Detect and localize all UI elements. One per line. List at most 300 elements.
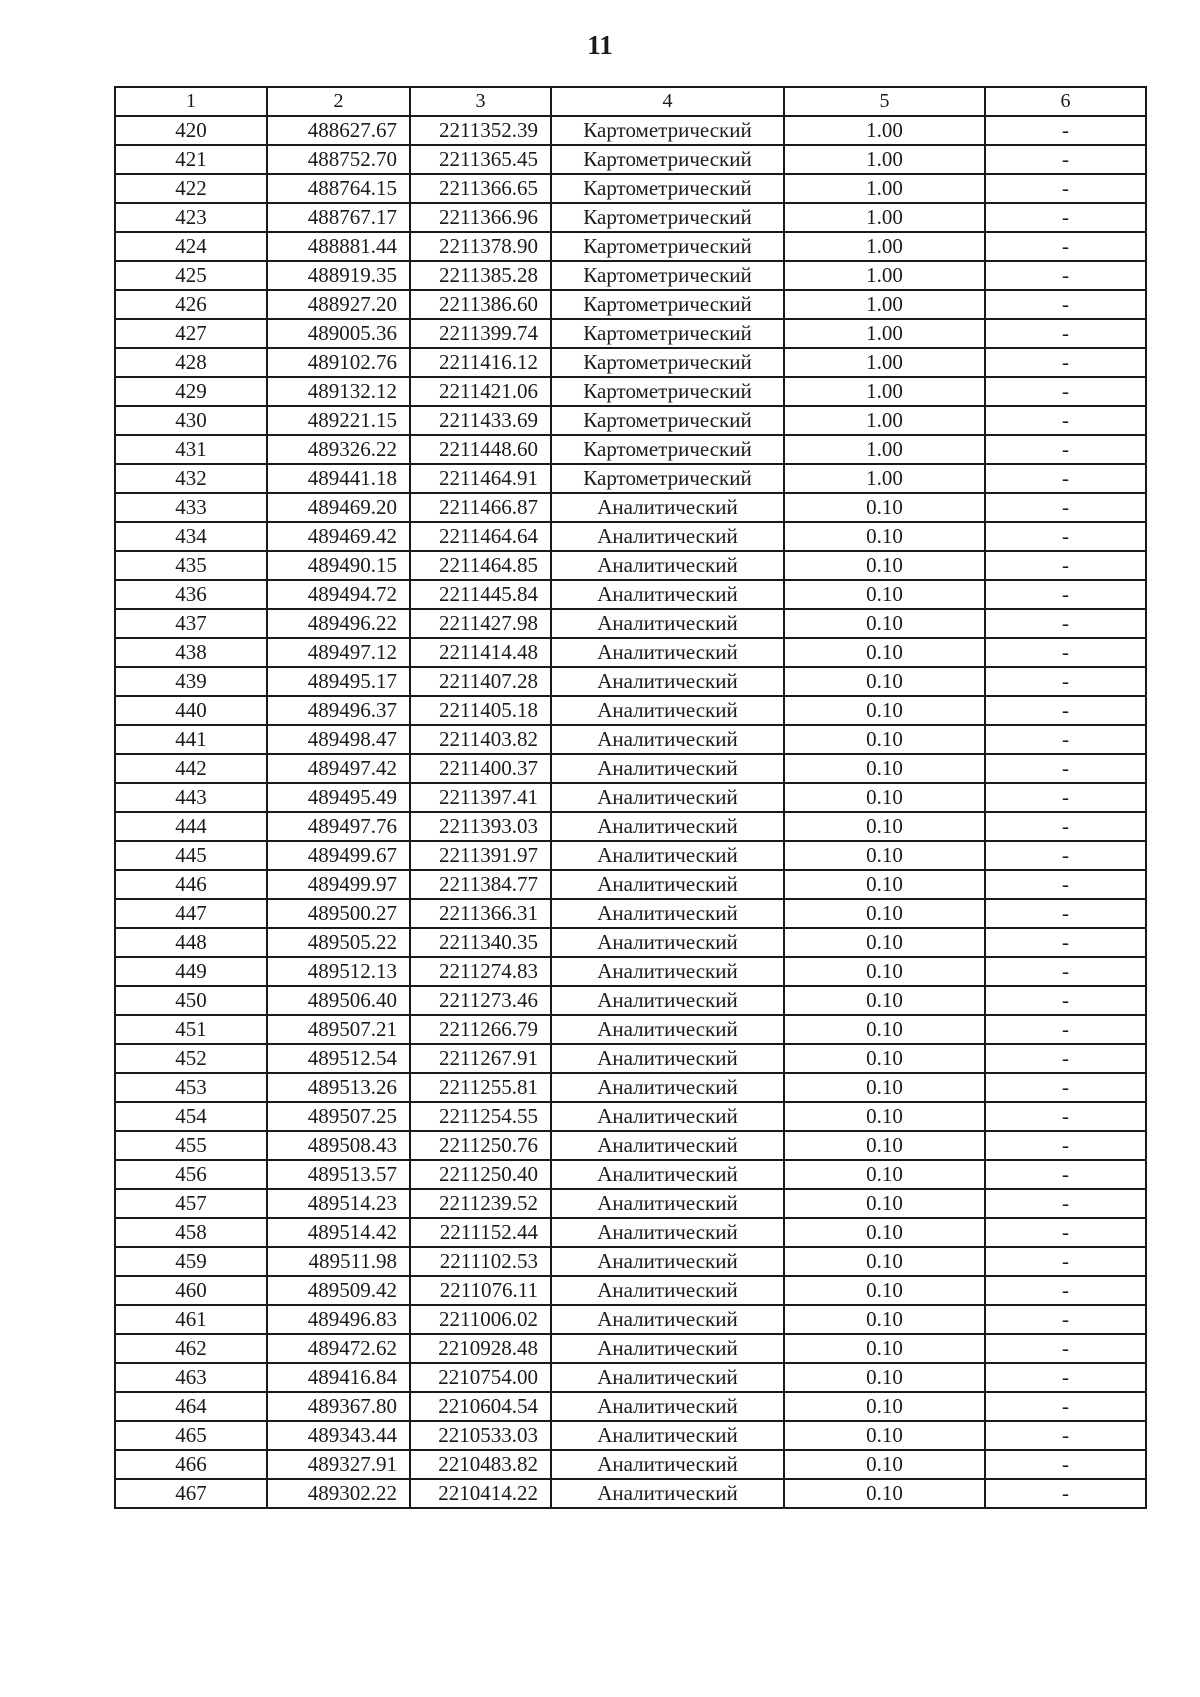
note-cell: - — [985, 928, 1146, 957]
method-cell: Аналитический — [551, 812, 784, 841]
table-row — [115, 1044, 1146, 1073]
header-cell: 6 — [985, 87, 1146, 116]
accuracy-cell: 0.10 — [784, 783, 985, 812]
note-cell: - — [985, 1305, 1146, 1334]
note-cell: - — [985, 1247, 1146, 1276]
y-coordinate-cell: 2211340.35 — [410, 928, 551, 957]
point-number-cell: 432 — [115, 464, 267, 493]
table-row — [115, 145, 1146, 174]
accuracy-cell: 0.10 — [784, 1305, 985, 1334]
accuracy-cell: 1.00 — [784, 406, 985, 435]
method-cell: Картометрический — [551, 406, 784, 435]
table-row — [115, 1450, 1146, 1479]
method-cell: Картометрический — [551, 116, 784, 145]
method-cell: Аналитический — [551, 957, 784, 986]
point-number-cell: 429 — [115, 377, 267, 406]
point-number-cell: 450 — [115, 986, 267, 1015]
method-cell: Аналитический — [551, 1450, 784, 1479]
method-cell: Аналитический — [551, 1073, 784, 1102]
point-number-cell: 438 — [115, 638, 267, 667]
accuracy-cell: 0.10 — [784, 725, 985, 754]
accuracy-cell: 1.00 — [784, 377, 985, 406]
y-coordinate-cell: 2211414.48 — [410, 638, 551, 667]
note-cell: - — [985, 522, 1146, 551]
note-cell: - — [985, 1015, 1146, 1044]
x-coordinate-cell: 489514.42 — [267, 1218, 410, 1247]
accuracy-cell: 0.10 — [784, 1334, 985, 1363]
method-cell: Картометрический — [551, 232, 784, 261]
method-cell: Аналитический — [551, 1160, 784, 1189]
method-cell: Аналитический — [551, 1479, 784, 1508]
table-row — [115, 406, 1146, 435]
point-number-cell: 448 — [115, 928, 267, 957]
method-cell: Картометрический — [551, 348, 784, 377]
method-cell: Аналитический — [551, 841, 784, 870]
note-cell: - — [985, 957, 1146, 986]
table-row — [115, 1479, 1146, 1508]
y-coordinate-cell: 2211255.81 — [410, 1073, 551, 1102]
point-number-cell: 453 — [115, 1073, 267, 1102]
accuracy-cell: 1.00 — [784, 116, 985, 145]
point-number-cell: 434 — [115, 522, 267, 551]
y-coordinate-cell: 2211393.03 — [410, 812, 551, 841]
x-coordinate-cell: 489500.27 — [267, 899, 410, 928]
accuracy-cell: 0.10 — [784, 522, 985, 551]
table-row — [115, 174, 1146, 203]
table-row — [115, 435, 1146, 464]
x-coordinate-cell: 489509.42 — [267, 1276, 410, 1305]
point-number-cell: 439 — [115, 667, 267, 696]
x-coordinate-cell: 489506.40 — [267, 986, 410, 1015]
table-row — [115, 1160, 1146, 1189]
x-coordinate-cell: 489497.42 — [267, 754, 410, 783]
x-coordinate-cell: 488881.44 — [267, 232, 410, 261]
note-cell: - — [985, 435, 1146, 464]
accuracy-cell: 1.00 — [784, 319, 985, 348]
point-number-cell: 430 — [115, 406, 267, 435]
method-cell: Аналитический — [551, 1392, 784, 1421]
method-cell: Картометрический — [551, 319, 784, 348]
accuracy-cell: 0.10 — [784, 1044, 985, 1073]
point-number-cell: 423 — [115, 203, 267, 232]
note-cell: - — [985, 1421, 1146, 1450]
x-coordinate-cell: 489514.23 — [267, 1189, 410, 1218]
note-cell: - — [985, 667, 1146, 696]
accuracy-cell: 0.10 — [784, 1363, 985, 1392]
note-cell: - — [985, 1218, 1146, 1247]
table-row — [115, 232, 1146, 261]
accuracy-cell: 0.10 — [784, 812, 985, 841]
x-coordinate-cell: 489367.80 — [267, 1392, 410, 1421]
table-row — [115, 1392, 1146, 1421]
x-coordinate-cell: 489469.42 — [267, 522, 410, 551]
x-coordinate-cell: 489326.22 — [267, 435, 410, 464]
table-row — [115, 261, 1146, 290]
note-cell: - — [985, 464, 1146, 493]
x-coordinate-cell: 488752.70 — [267, 145, 410, 174]
point-number-cell: 465 — [115, 1421, 267, 1450]
y-coordinate-cell: 2211400.37 — [410, 754, 551, 783]
note-cell: - — [985, 986, 1146, 1015]
y-coordinate-cell: 2211365.45 — [410, 145, 551, 174]
accuracy-cell: 0.10 — [784, 1189, 985, 1218]
y-coordinate-cell: 2211386.60 — [410, 290, 551, 319]
point-number-cell: 435 — [115, 551, 267, 580]
table-row — [115, 348, 1146, 377]
method-cell: Аналитический — [551, 522, 784, 551]
table-row — [115, 783, 1146, 812]
y-coordinate-cell: 2211448.60 — [410, 435, 551, 464]
note-cell: - — [985, 145, 1146, 174]
point-number-cell: 462 — [115, 1334, 267, 1363]
accuracy-cell: 0.10 — [784, 1131, 985, 1160]
x-coordinate-cell: 489512.54 — [267, 1044, 410, 1073]
method-cell: Аналитический — [551, 1102, 784, 1131]
x-coordinate-cell: 489513.26 — [267, 1073, 410, 1102]
note-cell: - — [985, 377, 1146, 406]
point-number-cell: 425 — [115, 261, 267, 290]
x-coordinate-cell: 489513.57 — [267, 1160, 410, 1189]
header-cell: 2 — [267, 87, 410, 116]
method-cell: Картометрический — [551, 261, 784, 290]
table-row — [115, 290, 1146, 319]
x-coordinate-cell: 489496.22 — [267, 609, 410, 638]
table-row — [115, 928, 1146, 957]
method-cell: Аналитический — [551, 493, 784, 522]
x-coordinate-cell: 489507.25 — [267, 1102, 410, 1131]
x-coordinate-cell: 489302.22 — [267, 1479, 410, 1508]
x-coordinate-cell: 489490.15 — [267, 551, 410, 580]
point-number-cell: 437 — [115, 609, 267, 638]
table-row — [115, 1276, 1146, 1305]
point-number-cell: 444 — [115, 812, 267, 841]
y-coordinate-cell: 2211391.97 — [410, 841, 551, 870]
accuracy-cell: 1.00 — [784, 174, 985, 203]
method-cell: Аналитический — [551, 870, 784, 899]
point-number-cell: 443 — [115, 783, 267, 812]
table-row — [115, 1073, 1146, 1102]
point-number-cell: 459 — [115, 1247, 267, 1276]
x-coordinate-cell: 489132.12 — [267, 377, 410, 406]
point-number-cell: 456 — [115, 1160, 267, 1189]
method-cell: Картометрический — [551, 203, 784, 232]
point-number-cell: 454 — [115, 1102, 267, 1131]
point-number-cell: 424 — [115, 232, 267, 261]
note-cell: - — [985, 696, 1146, 725]
table-row — [115, 957, 1146, 986]
accuracy-cell: 1.00 — [784, 435, 985, 464]
y-coordinate-cell: 2210533.03 — [410, 1421, 551, 1450]
table-row — [115, 1102, 1146, 1131]
table-row — [115, 1305, 1146, 1334]
accuracy-cell: 1.00 — [784, 464, 985, 493]
table-row — [115, 667, 1146, 696]
y-coordinate-cell: 2211384.77 — [410, 870, 551, 899]
y-coordinate-cell: 2211416.12 — [410, 348, 551, 377]
method-cell: Аналитический — [551, 1189, 784, 1218]
point-number-cell: 431 — [115, 435, 267, 464]
table-row — [115, 1189, 1146, 1218]
y-coordinate-cell: 2211403.82 — [410, 725, 551, 754]
x-coordinate-cell: 488764.15 — [267, 174, 410, 203]
point-number-cell: 441 — [115, 725, 267, 754]
header-cell: 5 — [784, 87, 985, 116]
method-cell: Картометрический — [551, 435, 784, 464]
table-row — [115, 899, 1146, 928]
method-cell: Аналитический — [551, 1247, 784, 1276]
x-coordinate-cell: 489496.83 — [267, 1305, 410, 1334]
note-cell: - — [985, 580, 1146, 609]
accuracy-cell: 0.10 — [784, 1015, 985, 1044]
table-row — [115, 319, 1146, 348]
note-cell: - — [985, 783, 1146, 812]
note-cell: - — [985, 1131, 1146, 1160]
point-number-cell: 449 — [115, 957, 267, 986]
accuracy-cell: 0.10 — [784, 841, 985, 870]
y-coordinate-cell: 2211399.74 — [410, 319, 551, 348]
accuracy-cell: 0.10 — [784, 551, 985, 580]
table-row — [115, 522, 1146, 551]
point-number-cell: 452 — [115, 1044, 267, 1073]
x-coordinate-cell: 488767.17 — [267, 203, 410, 232]
table-row — [115, 1363, 1146, 1392]
x-coordinate-cell: 489416.84 — [267, 1363, 410, 1392]
note-cell: - — [985, 203, 1146, 232]
table-row — [115, 870, 1146, 899]
accuracy-cell: 1.00 — [784, 348, 985, 377]
accuracy-cell: 0.10 — [784, 754, 985, 783]
y-coordinate-cell: 2211254.55 — [410, 1102, 551, 1131]
x-coordinate-cell: 489495.49 — [267, 783, 410, 812]
point-number-cell: 467 — [115, 1479, 267, 1508]
note-cell: - — [985, 232, 1146, 261]
method-cell: Аналитический — [551, 580, 784, 609]
y-coordinate-cell: 2211466.87 — [410, 493, 551, 522]
method-cell: Аналитический — [551, 783, 784, 812]
point-number-cell: 461 — [115, 1305, 267, 1334]
note-cell: - — [985, 841, 1146, 870]
table-row — [115, 580, 1146, 609]
header-cell: 1 — [115, 87, 267, 116]
y-coordinate-cell: 2211427.98 — [410, 609, 551, 638]
table-row — [115, 696, 1146, 725]
table-row — [115, 551, 1146, 580]
note-cell: - — [985, 290, 1146, 319]
note-cell: - — [985, 174, 1146, 203]
note-cell: - — [985, 116, 1146, 145]
y-coordinate-cell: 2211076.11 — [410, 1276, 551, 1305]
point-number-cell: 440 — [115, 696, 267, 725]
x-coordinate-cell: 489507.21 — [267, 1015, 410, 1044]
point-number-cell: 427 — [115, 319, 267, 348]
note-cell: - — [985, 812, 1146, 841]
method-cell: Аналитический — [551, 609, 784, 638]
note-cell: - — [985, 406, 1146, 435]
accuracy-cell: 0.10 — [784, 667, 985, 696]
method-cell: Аналитический — [551, 638, 784, 667]
point-number-cell: 460 — [115, 1276, 267, 1305]
y-coordinate-cell: 2211433.69 — [410, 406, 551, 435]
y-coordinate-cell: 2211378.90 — [410, 232, 551, 261]
method-cell: Аналитический — [551, 928, 784, 957]
method-cell: Аналитический — [551, 667, 784, 696]
y-coordinate-cell: 2211266.79 — [410, 1015, 551, 1044]
method-cell: Аналитический — [551, 1015, 784, 1044]
table-row — [115, 464, 1146, 493]
x-coordinate-cell: 489499.97 — [267, 870, 410, 899]
y-coordinate-cell: 2211273.46 — [410, 986, 551, 1015]
y-coordinate-cell: 2211405.18 — [410, 696, 551, 725]
point-number-cell: 428 — [115, 348, 267, 377]
note-cell: - — [985, 1073, 1146, 1102]
note-cell: - — [985, 1276, 1146, 1305]
method-cell: Аналитический — [551, 1218, 784, 1247]
y-coordinate-cell: 2211274.83 — [410, 957, 551, 986]
accuracy-cell: 1.00 — [784, 290, 985, 319]
point-number-cell: 447 — [115, 899, 267, 928]
table-row — [115, 1015, 1146, 1044]
point-number-cell: 436 — [115, 580, 267, 609]
x-coordinate-cell: 489511.98 — [267, 1247, 410, 1276]
x-coordinate-cell: 488627.67 — [267, 116, 410, 145]
y-coordinate-cell: 2211464.85 — [410, 551, 551, 580]
accuracy-cell: 0.10 — [784, 899, 985, 928]
x-coordinate-cell: 489495.17 — [267, 667, 410, 696]
point-number-cell: 464 — [115, 1392, 267, 1421]
accuracy-cell: 1.00 — [784, 203, 985, 232]
point-number-cell: 458 — [115, 1218, 267, 1247]
x-coordinate-cell: 489102.76 — [267, 348, 410, 377]
x-coordinate-cell: 488919.35 — [267, 261, 410, 290]
accuracy-cell: 0.10 — [784, 1218, 985, 1247]
table-body — [115, 87, 1146, 1508]
y-coordinate-cell: 2211464.91 — [410, 464, 551, 493]
method-cell: Картометрический — [551, 464, 784, 493]
x-coordinate-cell: 489221.15 — [267, 406, 410, 435]
accuracy-cell: 0.10 — [784, 493, 985, 522]
accuracy-cell: 1.00 — [784, 261, 985, 290]
y-coordinate-cell: 2211006.02 — [410, 1305, 551, 1334]
note-cell: - — [985, 1392, 1146, 1421]
accuracy-cell: 1.00 — [784, 145, 985, 174]
point-number-cell: 445 — [115, 841, 267, 870]
y-coordinate-cell: 2210604.54 — [410, 1392, 551, 1421]
x-coordinate-cell: 489327.91 — [267, 1450, 410, 1479]
table-row — [115, 377, 1146, 406]
method-cell: Аналитический — [551, 1131, 784, 1160]
method-cell: Аналитический — [551, 551, 784, 580]
x-coordinate-cell: 489496.37 — [267, 696, 410, 725]
accuracy-cell: 0.10 — [784, 1392, 985, 1421]
note-cell: - — [985, 609, 1146, 638]
accuracy-cell: 0.10 — [784, 1450, 985, 1479]
header-cell: 3 — [410, 87, 551, 116]
y-coordinate-cell: 2211152.44 — [410, 1218, 551, 1247]
accuracy-cell: 0.10 — [784, 957, 985, 986]
accuracy-cell: 0.10 — [784, 580, 985, 609]
x-coordinate-cell: 489472.62 — [267, 1334, 410, 1363]
x-coordinate-cell: 488927.20 — [267, 290, 410, 319]
accuracy-cell: 0.10 — [784, 870, 985, 899]
y-coordinate-cell: 2211464.64 — [410, 522, 551, 551]
table-row — [115, 986, 1146, 1015]
note-cell: - — [985, 1044, 1146, 1073]
method-cell: Аналитический — [551, 986, 784, 1015]
note-cell: - — [985, 870, 1146, 899]
point-number-cell: 421 — [115, 145, 267, 174]
note-cell: - — [985, 1102, 1146, 1131]
accuracy-cell: 0.10 — [784, 1479, 985, 1508]
table-row — [115, 725, 1146, 754]
method-cell: Аналитический — [551, 1334, 784, 1363]
x-coordinate-cell: 489497.76 — [267, 812, 410, 841]
point-number-cell: 442 — [115, 754, 267, 783]
method-cell: Аналитический — [551, 1044, 784, 1073]
x-coordinate-cell: 489499.67 — [267, 841, 410, 870]
y-coordinate-cell: 2210928.48 — [410, 1334, 551, 1363]
y-coordinate-cell: 2211366.31 — [410, 899, 551, 928]
x-coordinate-cell: 489498.47 — [267, 725, 410, 754]
point-number-cell: 420 — [115, 116, 267, 145]
accuracy-cell: 0.10 — [784, 1073, 985, 1102]
table-row — [115, 609, 1146, 638]
point-number-cell: 466 — [115, 1450, 267, 1479]
table-row — [115, 754, 1146, 783]
y-coordinate-cell: 2211267.91 — [410, 1044, 551, 1073]
accuracy-cell: 0.10 — [784, 1160, 985, 1189]
method-cell: Аналитический — [551, 1363, 784, 1392]
y-coordinate-cell: 2210754.00 — [410, 1363, 551, 1392]
method-cell: Картометрический — [551, 174, 784, 203]
x-coordinate-cell: 489005.36 — [267, 319, 410, 348]
note-cell: - — [985, 1479, 1146, 1508]
y-coordinate-cell: 2211366.96 — [410, 203, 551, 232]
method-cell: Аналитический — [551, 696, 784, 725]
method-cell: Аналитический — [551, 1276, 784, 1305]
point-number-cell: 457 — [115, 1189, 267, 1218]
y-coordinate-cell: 2211445.84 — [410, 580, 551, 609]
x-coordinate-cell: 489505.22 — [267, 928, 410, 957]
method-cell: Аналитический — [551, 899, 784, 928]
point-number-cell: 455 — [115, 1131, 267, 1160]
point-number-cell: 433 — [115, 493, 267, 522]
accuracy-cell: 1.00 — [784, 232, 985, 261]
y-coordinate-cell: 2211250.76 — [410, 1131, 551, 1160]
x-coordinate-cell: 489494.72 — [267, 580, 410, 609]
method-cell: Аналитический — [551, 1305, 784, 1334]
table-row — [115, 1131, 1146, 1160]
note-cell: - — [985, 1160, 1146, 1189]
table-row — [115, 1334, 1146, 1363]
y-coordinate-cell: 2210414.22 — [410, 1479, 551, 1508]
note-cell: - — [985, 319, 1146, 348]
point-number-cell: 463 — [115, 1363, 267, 1392]
accuracy-cell: 0.10 — [784, 1102, 985, 1131]
note-cell: - — [985, 348, 1146, 377]
page-number: 11 — [587, 30, 613, 60]
x-coordinate-cell: 489441.18 — [267, 464, 410, 493]
note-cell: - — [985, 1189, 1146, 1218]
y-coordinate-cell: 2211366.65 — [410, 174, 551, 203]
table-header-row — [115, 87, 1146, 116]
note-cell: - — [985, 638, 1146, 667]
table-row — [115, 203, 1146, 232]
y-coordinate-cell: 2211352.39 — [410, 116, 551, 145]
accuracy-cell: 0.10 — [784, 1247, 985, 1276]
accuracy-cell: 0.10 — [784, 986, 985, 1015]
note-cell: - — [985, 754, 1146, 783]
note-cell: - — [985, 261, 1146, 290]
